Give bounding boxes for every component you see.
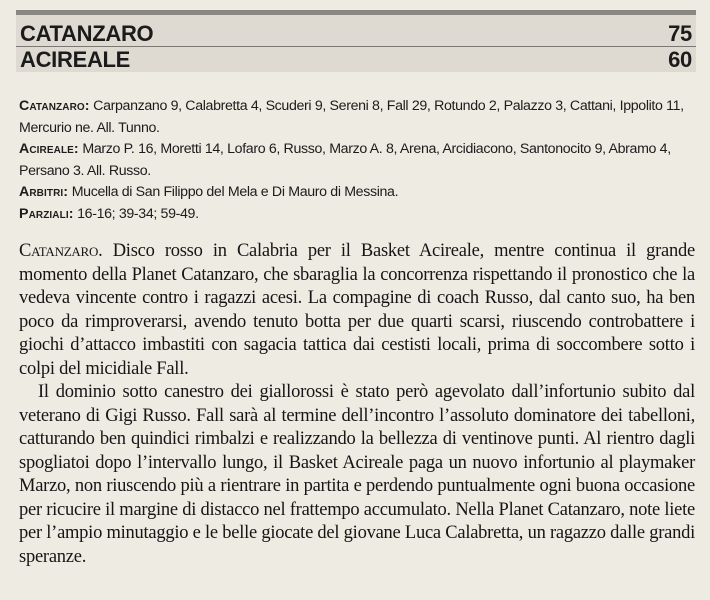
away-team-row <box>20 47 692 73</box>
catanzaro-label: Catanzaro: <box>19 98 90 114</box>
article-paragraph <box>19 240 695 381</box>
quarter-scores-values: 16-16; 39-34; 59-49. <box>73 205 199 222</box>
home-team-row <box>20 21 692 47</box>
article-body <box>19 240 695 569</box>
away-team-score: 60 <box>668 47 692 72</box>
box-score <box>19 96 695 226</box>
dateline: Catanzaro. <box>19 241 103 261</box>
article-paragraph: Il dominio sotto canestro dei giallorossi è stato però agevolato dall’infortunio subito dal veterano di Gigi Russo. Fall sarà al termine dell’incontro l’assoluto dominatore dei tabelloni, catturando ben quindici rimbalzi e realizzando la bellezza di ventinove punti. Al rientro dagli spogliatoi dopo l’intervallo lungo, il Basket Acireale paga un nuovo infortunio al playmaker Marzo, non riuscendo più a rientrare in partita e perdendo puntualmente ogni buona occasione per ricucire il margine di distacco nel frattempo accumulato. Nella Planet Catanzaro, note liete per l’ampio minutaggio e le belle giocate del giovane Luca Calabretta, un ragazzo dalle grandi speranze. <box>19 382 695 567</box>
score-header <box>16 10 696 72</box>
catanzaro-lineup <box>19 96 695 139</box>
away-team-name: ACIREALE <box>20 47 131 72</box>
referees-names: Mucella di San Filippo del Mela e Di Mauro di Messina. <box>68 184 399 201</box>
quarter-scores-label: Parziali: <box>19 205 74 222</box>
acireale-lineup <box>19 139 695 182</box>
referees-label: Arbitri: <box>19 184 69 201</box>
acireale-players: Marzo P. 16, Moretti 14, Lofaro 6, Russo, Marzo A. 8, Arena, Arcidiacono, Santonocito 9, Abramo 4, Persano 3. All. Russo. <box>19 141 671 179</box>
referees <box>19 182 695 204</box>
catanzaro-players: Carpanzano 9, Calabretta 4, Scuderi 9, Sereni 8, Fall 29, Rotundo 2, Palazzo 3, Cattani, Ippolito 11, Mercurio ne. All. Tunno. <box>19 98 684 136</box>
home-team-score: 75 <box>668 21 692 46</box>
quarter-scores <box>19 204 695 226</box>
home-team-name: CATANZARO <box>20 21 154 46</box>
acireale-label: Acireale: <box>19 141 79 158</box>
paragraph-1-text: Disco rosso in Calabria per il Basket Acireale, mentre continua il grande momento della Planet Catanzaro, che sbaraglia la concorrenza rispettando il pronostico che la vedeva vincente contro i ragazzi acesi. La compagine di coach Russo, dal canto suo, ha ben poco da rimproverarsi, avendo tenuto botta per due quarti scarsi, riuscendo controbattere i giochi d’attacco imbastiti con sagacia tattica dai cestisti locali, prima di soccombere sotto i colpi del micidiale Fall. <box>19 241 695 379</box>
